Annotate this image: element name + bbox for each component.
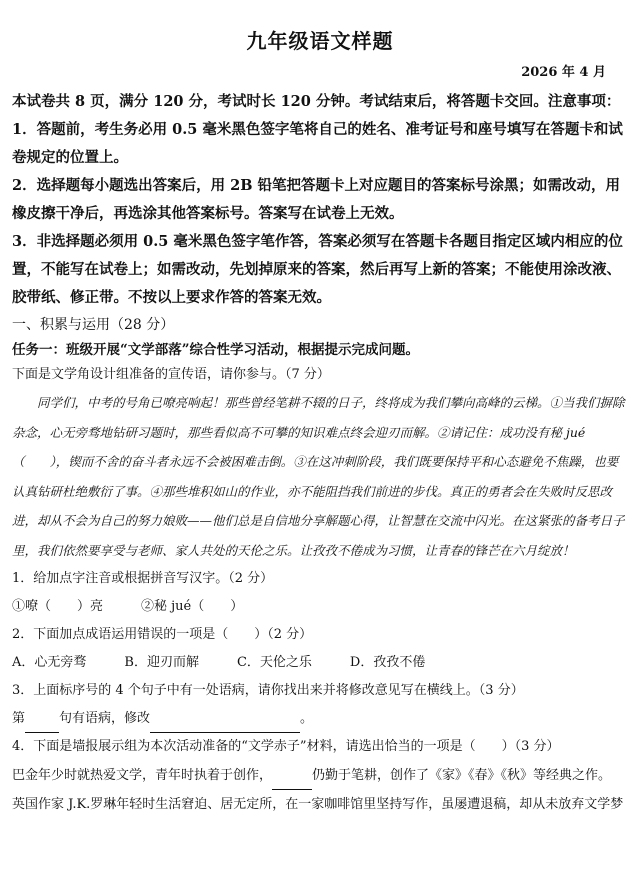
material-1-part-a: 巴金年少时就热爱文学，青年时执着于创作， <box>12 768 273 783</box>
option-c: C．天伦之乐 <box>236 655 312 670</box>
question-2-options <box>12 649 628 677</box>
question-4: 4．下面是墙报展示组为本次活动准备的“文学赤子”材料，请选出恰当的一项是（ ）（3 分） <box>12 739 560 754</box>
question-1-items <box>12 593 628 621</box>
notice-item-1: 1．答题前，考生务必用 0.5 毫米黑色签字笔将自己的姓名、准考证号和座号填写在答题卡和试卷规定的位置上。 <box>12 121 623 166</box>
task-heading: 任务一：班级开展“文学部落”综合性学习活动，根据提示完成问题。 <box>12 342 420 358</box>
material-1-part-b: 仍勤于笔耕，创作了《家》《春》《秋》等经典之作。 <box>312 768 612 783</box>
answer-prefix: 第 <box>12 711 26 726</box>
question-4-material-1 <box>12 761 628 790</box>
exam-date: 2026 年 4 月 <box>521 65 606 80</box>
exam-notice <box>12 88 628 312</box>
question-3-answer-line <box>12 705 628 733</box>
notice-intro: 本试卷共 8 页，满分 120 分，考试时长 120 分钟。考试结束后，将答题卡交回。注意事项： <box>12 93 621 110</box>
option-b: B．迎刃而解 <box>124 655 199 670</box>
question-3: 3．上面标序号的 4 个句子中有一处语病，请你找出来并将修改意见写在横线上。（3 分） <box>12 683 524 698</box>
sentence-number-blank[interactable] <box>25 714 59 733</box>
answer-middle: 句有语病，修改 <box>59 711 151 726</box>
notice-item-2: 2．选择题每小题选出答案后，用 2B 铅笔把答题卡上对应题目的答案标号涂黑；如需改动，用橡皮擦干净后，再选涂其他答案标号。答案写在试卷上无效。 <box>12 177 621 222</box>
page-title: 九年级语文样题 <box>246 29 394 53</box>
reading-passage: 同学们，中考的号角已嘹亮响起！那些曾经笔耕不辍的日子，终将成为我们攀向高峰的云梯。①当我们摒除杂念，心无旁骛地钻研习题时，那些看似高不可攀的知识难点终会迎刃而解。②请记住：成功没有秘 jué（ ），锲而不舍的奋斗者永远不会被困难击倒。③在这冲刺阶段，我们既要保持平和心态避免不焦躁，也要认真钻研杜绝敷衍了事。④那些堆积如山的作业，亦不能阻挡我们前进的步伐。真正的勇者会在失败时反思改进，却从不会为自己的努力娘败——他们总是自信地分享解题心得，让智慧在交流中闪光。在这紧张的备考日子里，我们依然要享受与老师、家人共处的天伦之乐。让孜孜不倦成为习惯，让青春的锋芒在六月绽放！ <box>12 395 625 558</box>
section-heading: 一、积累与运用（28 分） <box>12 317 175 333</box>
question-1-item-a: ①嘹（ ）亮 <box>12 599 104 614</box>
option-d: D．孜孜不倦 <box>349 655 426 670</box>
answer-suffix: 。 <box>300 711 314 726</box>
passage-intro: 下面是文学角设计组准备的宣传语，请你参与。（7 分） <box>12 367 330 382</box>
question-1-item-b: ②秘 jué（ ） <box>141 599 244 614</box>
question-1: 1．给加点字注音或根据拼音写汉字。（2 分） <box>12 571 274 586</box>
question-2: 2．下面加点成语运用错误的一项是（ ）（2 分） <box>12 627 313 642</box>
material-blank[interactable] <box>272 771 312 790</box>
question-4-material-2: 英国作家 J.K.罗琳年轻时生活窘迫、居无定所，在一家咖啡馆里坚持写作，虽屡遭退稿，却从未放弃文学梦 <box>12 797 624 812</box>
option-a: A．心无旁骛 <box>12 655 87 670</box>
notice-item-3: 3．非选择题必须用 0.5 毫米黑色签字笔作答，答案必须写在答题卡各题目指定区域内相应的位置，不能写在试卷上；如需改动，先划掉原来的答案，然后再写上新的答案；不能使用涂改液、胶带纸、修正带。不按以上要求作答的答案无效。 <box>12 233 623 306</box>
revision-blank[interactable] <box>150 714 300 733</box>
